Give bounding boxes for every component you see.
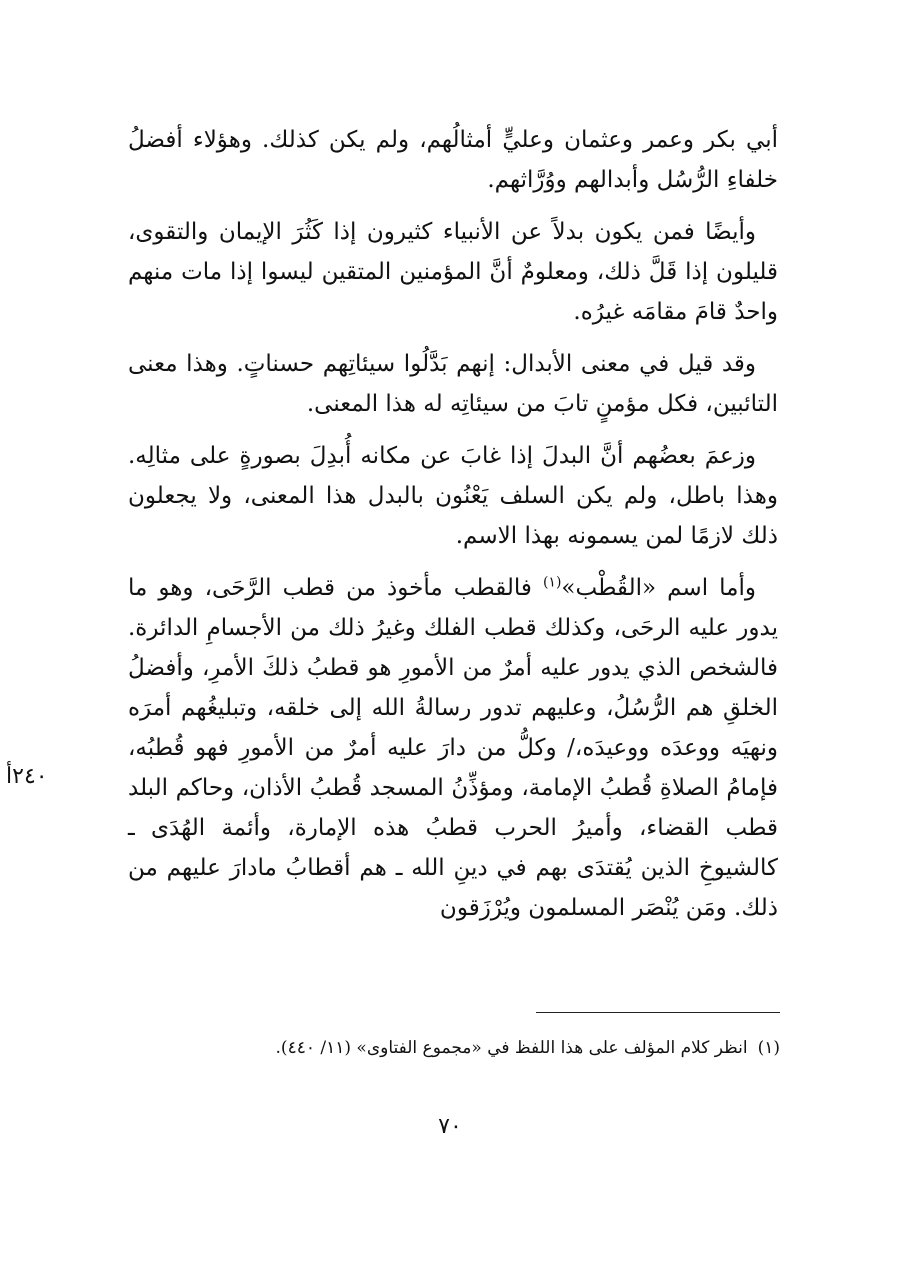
paragraph-3: وقد قيل في معنى الأبدال: إنهم بَدَّلُوا سيئاتِهم حسناتٍ. وهذا معنى التائبين، فكل مؤمنٍ تابَ من سيئاتِه له هذا المعنى. [128,351,778,417]
paragraph-qutb-body: فالقطب مأخوذ من قطب الرَّحَى، وهو ما يدور عليه الرحَى، وكذلك قطب الفلك وغيرُ ذلك من الأجسامِ الدائرة. فالشخص الذي يدور عليه أمرٌ من الأمورِ هو قطبُ ذلكَ الأمرِ، وأفضلُ الخلقِ هم الرُّسُلُ، وعليهم تدور رسالةُ الله إلى خلقه، وتبليغُهم أمرَه ونهيَه ووعدَه ووعيدَه،/ وكلُّ من دارَ عليه أمرٌ من الأمورِ فهو قُطبُه، فإمامُ الصلاةِ قُطبُ الإمامة، ومؤذِّنُ المسجد قُطبُ الأذان، وحاكم البلد قطب القضاء، وأميرُ الحرب قطبُ هذه الإمارة، وأئمة الهُدَى ـ كالشيوخِ الذين يُقتدَى بهم في دينِ الله ـ هم أقطابُ مادارَ عليهم من ذلك. ومَن يُنْصَر المسلمون ويُرْزَقون [128,575,778,921]
footnote-number: (١) [757,1038,780,1058]
paragraph-qutb-opening: وأما اسم «القُطْب» [561,575,756,601]
paragraph-2: وأيضًا فمن يكون بدلاً عن الأنبياء كثيرون إذا كَثُرَ الإيمان والتقوى، قليلون إذا قَلَّ ذلك، ومعلومٌ أنَّ المؤمنين المتقين ليسوا إذا مات منهم واحدٌ قامَ مقامَه غيرُه. [128,219,778,325]
footnote-text: انظر كلام المؤلف على هذا اللفظ في «مجموع الفتاوى» (١١/ ٤٤٠). [275,1038,748,1058]
manuscript-folio-marker: ٢٤٠أ [6,764,48,789]
footnote-divider [536,1012,780,1013]
main-text [128,120,778,940]
paragraph-qutb [128,568,778,928]
footnote [130,1034,780,1062]
page-number: ٧٠ [438,1114,462,1139]
footnote-reference: (١) [542,574,562,591]
paragraph-1: أبي بكر وعمر وعثمان وعليٍّ أمثالُهم، ولم يكن كذلك. وهؤلاء أفضلُ خلفاءِ الرُّسُل وأبدالهم ووُرَّاثهم. [128,127,778,193]
paragraph-4: وزعمَ بعضُهم أنَّ البدلَ إذا غابَ عن مكانه أُبدِلَ بصورةٍ على مثالِه. وهذا باطل، ولم يكن السلف يَعْنُون بالبدل هذا المعنى، ولا يجعلون ذلك لازمًا لمن يسمونه بهذا الاسم. [128,443,778,549]
